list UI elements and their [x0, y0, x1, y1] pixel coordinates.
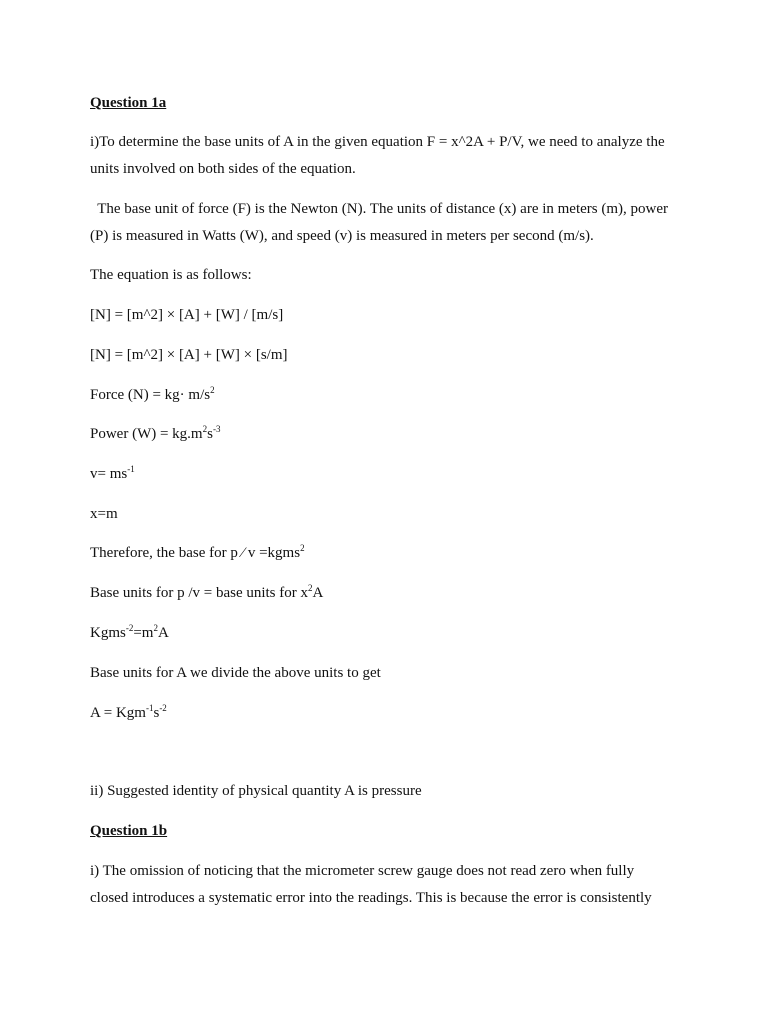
force-units-exponent: 2: [210, 385, 215, 395]
kgms-part-1: Kgms: [90, 625, 126, 641]
therefore-base: Therefore, the base for p ⁄ v =kgms: [90, 545, 301, 561]
intro-line-2: units involved on both sides of the equation.: [90, 161, 356, 177]
units-line-2: (P) is measured in Watts (W), and speed (v) is measured in meters per second (m/s).: [90, 228, 594, 244]
intro-line-1: i)To determine the base units of A in the given equation F = x^2A + P/V, we need to analyze the: [90, 134, 665, 150]
base-units-equation: [90, 584, 323, 602]
q1b-line-2: closed introduces a systematic error into the readings. This is because the error is consistently: [90, 890, 652, 906]
base-units-exponent: 2: [308, 583, 313, 593]
velocity-units-base: v= ms: [90, 466, 128, 482]
kgms-equation: [90, 624, 169, 642]
force-units-base: Force (N) = kg· m/s: [90, 387, 211, 403]
part-ii-answer: ii) Suggested identity of physical quantity A is pressure: [90, 783, 422, 799]
result-part-2: s: [153, 705, 160, 721]
q1b-line-1: i) The omission of noticing that the micrometer screw gauge does not read zero when fully: [90, 863, 635, 879]
power-units: [90, 425, 220, 443]
units-line-1: The base unit of force (F) is the Newton (N). The units of distance (x) are in meters (m), power: [90, 201, 669, 217]
divide-text: Base units for A we divide the above units to get: [90, 665, 381, 681]
kgms-part-2: =m: [133, 625, 154, 641]
equation-2: [N] = [m^2] × [A] + [W] × [s/m]: [90, 347, 288, 363]
kgms-part-3: A: [157, 625, 169, 641]
question-1a-heading: Question 1a: [90, 95, 167, 111]
power-units-exponent-2: -3: [212, 424, 221, 434]
kgms-exponent-2: 2: [153, 623, 158, 633]
therefore-line: [90, 544, 305, 562]
power-units-exponent-1: 2: [202, 424, 208, 434]
power-units-mid: s: [207, 426, 213, 442]
equation-intro: The equation is as follows:: [90, 267, 252, 283]
result-part-1: A = Kgm: [90, 705, 146, 721]
result-exponent-2: -2: [159, 703, 167, 713]
base-units-base: Base units for p /v = base units for x: [90, 585, 309, 601]
result-equation: [90, 704, 167, 722]
velocity-units: [90, 465, 135, 483]
velocity-units-exponent: -1: [127, 464, 135, 474]
kgms-exponent-1: -2: [125, 623, 134, 633]
distance-units: x=m: [90, 506, 118, 522]
result-exponent-1: -1: [145, 703, 154, 713]
question-1b-heading: Question 1b: [90, 823, 168, 839]
base-units-tail: A: [312, 585, 324, 601]
force-units: [90, 386, 215, 404]
equation-1: [N] = [m^2] × [A] + [W] / [m/s]: [90, 307, 284, 323]
therefore-exponent: 2: [300, 543, 305, 553]
power-units-base: Power (W) = kg.m: [90, 426, 203, 442]
